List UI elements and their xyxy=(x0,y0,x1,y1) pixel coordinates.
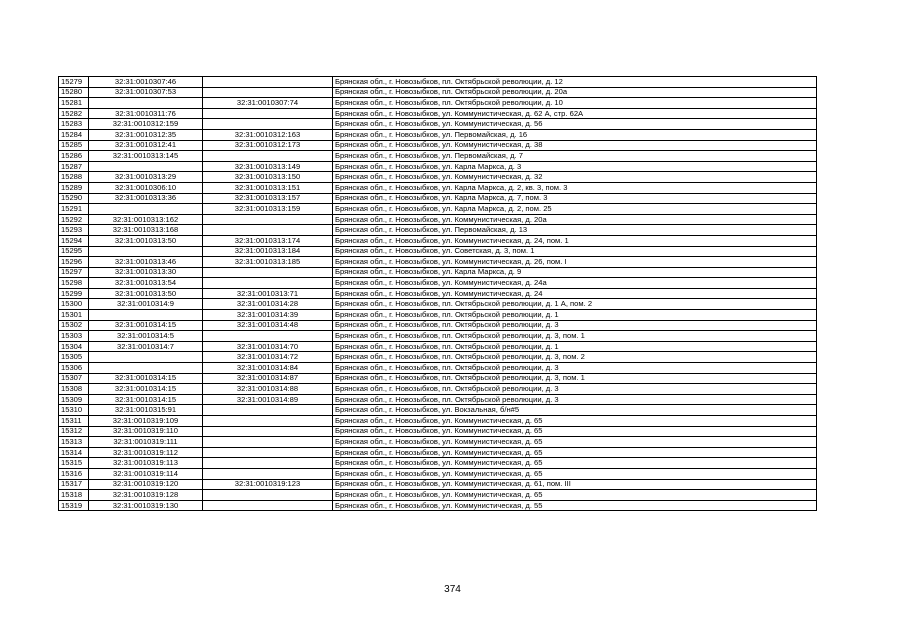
address-cell: Брянская обл., г. Новозыбков, пл. Октябрьской революции, д. 3 xyxy=(333,394,817,405)
related-cadastral-number-cell: 32:31:0010313:174 xyxy=(203,235,333,246)
address-cell: Брянская обл., г. Новозыбков, пл. Октябрьской революции, д. 1 А, пом. 2 xyxy=(333,299,817,310)
address-cell: Брянская обл., г. Новозыбков, пл. Октябрьской революции, д. 3 xyxy=(333,363,817,374)
registry-table xyxy=(58,76,817,511)
table-row xyxy=(59,77,817,88)
cadastral-number-cell: 32:31:0010313:168 xyxy=(89,225,203,236)
address-cell: Брянская обл., г. Новозыбков, пл. Октябрьской революции, д. 3, пом. 1 xyxy=(333,373,817,384)
related-cadastral-number-cell: 32:31:0010313:157 xyxy=(203,193,333,204)
cadastral-number-cell xyxy=(89,310,203,321)
address-cell: Брянская обл., г. Новозыбков, пл. Октябрьской революции, д. 10 xyxy=(333,98,817,109)
table-row xyxy=(59,129,817,140)
related-cadastral-number-cell: 32:31:0010314:48 xyxy=(203,320,333,331)
related-cadastral-number-cell xyxy=(203,468,333,479)
related-cadastral-number-cell xyxy=(203,447,333,458)
cadastral-number-cell: 32:31:0010313:30 xyxy=(89,267,203,278)
row-number-cell: 15297 xyxy=(59,267,89,278)
cadastral-number-cell xyxy=(89,246,203,257)
address-cell: Брянская обл., г. Новозыбков, ул. Коммунистическая, д. 65 xyxy=(333,416,817,427)
related-cadastral-number-cell xyxy=(203,426,333,437)
row-number-cell: 15298 xyxy=(59,278,89,289)
address-cell: Брянская обл., г. Новозыбков, пл. Октябрьской революции, д. 3 xyxy=(333,320,817,331)
row-number-cell: 15280 xyxy=(59,87,89,98)
row-number-cell: 15281 xyxy=(59,98,89,109)
table-row xyxy=(59,437,817,448)
cadastral-number-cell: 32:31:0010314:5 xyxy=(89,331,203,342)
cadastral-number-cell: 32:31:0010314:15 xyxy=(89,320,203,331)
related-cadastral-number-cell xyxy=(203,108,333,119)
row-number-cell: 15312 xyxy=(59,426,89,437)
row-number-cell: 15291 xyxy=(59,204,89,215)
row-number-cell: 15295 xyxy=(59,246,89,257)
related-cadastral-number-cell: 32:31:0010313:150 xyxy=(203,172,333,183)
address-cell: Брянская обл., г. Новозыбков, ул. Коммунистическая, д. 65 xyxy=(333,458,817,469)
related-cadastral-number-cell xyxy=(203,151,333,162)
address-cell: Брянская обл., г. Новозыбков, ул. Карла Маркса, д. 3 xyxy=(333,161,817,172)
address-cell: Брянская обл., г. Новозыбков, ул. Коммунистическая, д. 62 А, стр. 62А xyxy=(333,108,817,119)
table-row xyxy=(59,458,817,469)
cadastral-number-cell: 32:31:0010312:35 xyxy=(89,129,203,140)
address-cell: Брянская обл., г. Новозыбков, ул. Коммунистическая, д. 26, пом. I xyxy=(333,257,817,268)
related-cadastral-number-cell: 32:31:0010307:74 xyxy=(203,98,333,109)
row-number-cell: 15289 xyxy=(59,182,89,193)
table-row xyxy=(59,246,817,257)
table-row xyxy=(59,161,817,172)
row-number-cell: 15290 xyxy=(59,193,89,204)
cadastral-number-cell: 32:31:0010313:46 xyxy=(89,257,203,268)
table-row xyxy=(59,267,817,278)
table-row xyxy=(59,341,817,352)
address-cell: Брянская обл., г. Новозыбков, ул. Коммунистическая, д. 32 xyxy=(333,172,817,183)
address-cell: Брянская обл., г. Новозыбков, ул. Коммунистическая, д. 65 xyxy=(333,447,817,458)
row-number-cell: 15283 xyxy=(59,119,89,130)
row-number-cell: 15314 xyxy=(59,447,89,458)
address-cell: Брянская обл., г. Новозыбков, ул. Коммунистическая, д. 61, пом. III xyxy=(333,479,817,490)
address-cell: Брянская обл., г. Новозыбков, пл. Октябрьской революции, д. 3, пом. 1 xyxy=(333,331,817,342)
table-row xyxy=(59,405,817,416)
cadastral-number-cell: 32:31:0010314:15 xyxy=(89,373,203,384)
cadastral-number-cell xyxy=(89,161,203,172)
address-cell: Брянская обл., г. Новозыбков, ул. Коммунистическая, д. 65 xyxy=(333,468,817,479)
cadastral-number-cell: 32:31:0010311:76 xyxy=(89,108,203,119)
row-number-cell: 15286 xyxy=(59,151,89,162)
row-number-cell: 15296 xyxy=(59,257,89,268)
address-cell: Брянская обл., г. Новозыбков, пл. Октябрьской революции, д. 1 xyxy=(333,341,817,352)
cadastral-number-cell: 32:31:0010319:109 xyxy=(89,416,203,427)
table-row xyxy=(59,363,817,374)
cadastral-number-cell: 32:31:0010319:128 xyxy=(89,490,203,501)
cadastral-number-cell: 32:31:0010314:15 xyxy=(89,384,203,395)
address-cell: Брянская обл., г. Новозыбков, ул. Коммунистическая, д. 38 xyxy=(333,140,817,151)
address-cell: Брянская обл., г. Новозыбков, ул. Коммунистическая, д. 24, пом. 1 xyxy=(333,235,817,246)
related-cadastral-number-cell xyxy=(203,87,333,98)
table-row xyxy=(59,384,817,395)
row-number-cell: 15308 xyxy=(59,384,89,395)
table-row xyxy=(59,500,817,511)
row-number-cell: 15301 xyxy=(59,310,89,321)
cadastral-number-cell: 32:31:0010312:159 xyxy=(89,119,203,130)
related-cadastral-number-cell: 32:31:0010313:159 xyxy=(203,204,333,215)
table-row xyxy=(59,172,817,183)
related-cadastral-number-cell: 32:31:0010313:71 xyxy=(203,288,333,299)
related-cadastral-number-cell xyxy=(203,214,333,225)
cadastral-number-cell: 32:31:0010313:29 xyxy=(89,172,203,183)
address-cell: Брянская обл., г. Новозыбков, пл. Октябрьской революции, д. 20а xyxy=(333,87,817,98)
related-cadastral-number-cell xyxy=(203,437,333,448)
address-cell: Брянская обл., г. Новозыбков, ул. Коммунистическая, д. 24а xyxy=(333,278,817,289)
row-number-cell: 15282 xyxy=(59,108,89,119)
row-number-cell: 15316 xyxy=(59,468,89,479)
table-row xyxy=(59,257,817,268)
table-row xyxy=(59,468,817,479)
related-cadastral-number-cell xyxy=(203,77,333,88)
cadastral-number-cell xyxy=(89,98,203,109)
table-row xyxy=(59,225,817,236)
table-row xyxy=(59,426,817,437)
related-cadastral-number-cell: 32:31:0010314:84 xyxy=(203,363,333,374)
row-number-cell: 15285 xyxy=(59,140,89,151)
row-number-cell: 15300 xyxy=(59,299,89,310)
row-number-cell: 15303 xyxy=(59,331,89,342)
address-cell: Брянская обл., г. Новозыбков, ул. Карла Маркса, д. 2, кв. 3, пом. 3 xyxy=(333,182,817,193)
address-cell: Брянская обл., г. Новозыбков, пл. Октябрьской революции, д. 12 xyxy=(333,77,817,88)
cadastral-number-cell: 32:31:0010315:91 xyxy=(89,405,203,416)
table-row xyxy=(59,193,817,204)
table-row xyxy=(59,87,817,98)
related-cadastral-number-cell: 32:31:0010314:89 xyxy=(203,394,333,405)
table-row xyxy=(59,108,817,119)
row-number-cell: 15306 xyxy=(59,363,89,374)
cadastral-number-cell: 32:31:0010314:15 xyxy=(89,394,203,405)
row-number-cell: 15292 xyxy=(59,214,89,225)
related-cadastral-number-cell: 32:31:0010314:88 xyxy=(203,384,333,395)
related-cadastral-number-cell xyxy=(203,500,333,511)
row-number-cell: 15294 xyxy=(59,235,89,246)
row-number-cell: 15317 xyxy=(59,479,89,490)
row-number-cell: 15304 xyxy=(59,341,89,352)
table-row xyxy=(59,204,817,215)
row-number-cell: 15279 xyxy=(59,77,89,88)
cadastral-number-cell: 32:31:0010313:54 xyxy=(89,278,203,289)
table-row xyxy=(59,320,817,331)
address-cell: Брянская обл., г. Новозыбков, ул. Первомайская, д. 7 xyxy=(333,151,817,162)
row-number-cell: 15305 xyxy=(59,352,89,363)
related-cadastral-number-cell xyxy=(203,267,333,278)
related-cadastral-number-cell xyxy=(203,119,333,130)
table-row xyxy=(59,394,817,405)
related-cadastral-number-cell: 32:31:0010314:39 xyxy=(203,310,333,321)
registry-table-body xyxy=(59,77,817,511)
cadastral-number-cell: 32:31:0010313:50 xyxy=(89,288,203,299)
row-number-cell: 15302 xyxy=(59,320,89,331)
table-row xyxy=(59,278,817,289)
row-number-cell: 15299 xyxy=(59,288,89,299)
related-cadastral-number-cell xyxy=(203,225,333,236)
related-cadastral-number-cell xyxy=(203,331,333,342)
row-number-cell: 15311 xyxy=(59,416,89,427)
table-row xyxy=(59,447,817,458)
row-number-cell: 15313 xyxy=(59,437,89,448)
related-cadastral-number-cell xyxy=(203,405,333,416)
cadastral-number-cell: 32:31:0010319:110 xyxy=(89,426,203,437)
cadastral-number-cell xyxy=(89,204,203,215)
related-cadastral-number-cell: 32:31:0010313:184 xyxy=(203,246,333,257)
cadastral-number-cell: 32:31:0010313:162 xyxy=(89,214,203,225)
address-cell: Брянская обл., г. Новозыбков, пл. Октябрьской революции, д. 3, пом. 2 xyxy=(333,352,817,363)
cadastral-number-cell: 32:31:0010319:111 xyxy=(89,437,203,448)
row-number-cell: 15319 xyxy=(59,500,89,511)
address-cell: Брянская обл., г. Новозыбков, ул. Карла Маркса, д. 7, пом. 3 xyxy=(333,193,817,204)
address-cell: Брянская обл., г. Новозыбков, пл. Октябрьской революции, д. 3 xyxy=(333,384,817,395)
cadastral-number-cell xyxy=(89,363,203,374)
cadastral-number-cell: 32:31:0010312:41 xyxy=(89,140,203,151)
related-cadastral-number-cell: 32:31:0010313:185 xyxy=(203,257,333,268)
address-cell: Брянская обл., г. Новозыбков, ул. Вокзальная, б/н#5 xyxy=(333,405,817,416)
table-row xyxy=(59,373,817,384)
row-number-cell: 15310 xyxy=(59,405,89,416)
table-row xyxy=(59,151,817,162)
cadastral-number-cell: 32:31:0010306:10 xyxy=(89,182,203,193)
table-row xyxy=(59,352,817,363)
table-row xyxy=(59,288,817,299)
related-cadastral-number-cell xyxy=(203,458,333,469)
address-cell: Брянская обл., г. Новозыбков, ул. Коммунистическая, д. 24 xyxy=(333,288,817,299)
cadastral-number-cell: 32:31:0010319:130 xyxy=(89,500,203,511)
row-number-cell: 15309 xyxy=(59,394,89,405)
cadastral-number-cell: 32:31:0010313:145 xyxy=(89,151,203,162)
table-row xyxy=(59,140,817,151)
address-cell: Брянская обл., г. Новозыбков, пл. Октябрьской революции, д. 1 xyxy=(333,310,817,321)
row-number-cell: 15307 xyxy=(59,373,89,384)
cadastral-number-cell: 32:31:0010313:50 xyxy=(89,235,203,246)
cadastral-number-cell: 32:31:0010307:46 xyxy=(89,77,203,88)
row-number-cell: 15288 xyxy=(59,172,89,183)
table-row xyxy=(59,479,817,490)
related-cadastral-number-cell: 32:31:0010314:87 xyxy=(203,373,333,384)
related-cadastral-number-cell: 32:31:0010312:163 xyxy=(203,129,333,140)
table-row xyxy=(59,490,817,501)
row-number-cell: 15287 xyxy=(59,161,89,172)
cadastral-number-cell: 32:31:0010313:36 xyxy=(89,193,203,204)
page-number: 374 xyxy=(444,584,461,595)
table-row xyxy=(59,299,817,310)
table-row xyxy=(59,331,817,342)
related-cadastral-number-cell: 32:31:0010319:123 xyxy=(203,479,333,490)
address-cell: Брянская обл., г. Новозыбков, ул. Карла Маркса, д. 9 xyxy=(333,267,817,278)
related-cadastral-number-cell: 32:31:0010312:173 xyxy=(203,140,333,151)
address-cell: Брянская обл., г. Новозыбков, ул. Коммунистическая, д. 65 xyxy=(333,437,817,448)
table-row xyxy=(59,416,817,427)
table-row xyxy=(59,98,817,109)
row-number-cell: 15315 xyxy=(59,458,89,469)
cadastral-number-cell: 32:31:0010307:53 xyxy=(89,87,203,98)
related-cadastral-number-cell: 32:31:0010313:151 xyxy=(203,182,333,193)
related-cadastral-number-cell: 32:31:0010314:28 xyxy=(203,299,333,310)
related-cadastral-number-cell: 32:31:0010314:70 xyxy=(203,341,333,352)
cadastral-number-cell: 32:31:0010319:120 xyxy=(89,479,203,490)
address-cell: Брянская обл., г. Новозыбков, ул. Первомайская, д. 13 xyxy=(333,225,817,236)
address-cell: Брянская обл., г. Новозыбков, ул. Коммунистическая, д. 56 xyxy=(333,119,817,130)
related-cadastral-number-cell: 32:31:0010313:149 xyxy=(203,161,333,172)
table-row xyxy=(59,235,817,246)
cadastral-number-cell: 32:31:0010314:7 xyxy=(89,341,203,352)
address-cell: Брянская обл., г. Новозыбков, ул. Коммунистическая, д. 20а xyxy=(333,214,817,225)
cadastral-number-cell xyxy=(89,352,203,363)
row-number-cell: 15318 xyxy=(59,490,89,501)
related-cadastral-number-cell xyxy=(203,490,333,501)
address-cell: Брянская обл., г. Новозыбков, ул. Первомайская, д. 16 xyxy=(333,129,817,140)
row-number-cell: 15293 xyxy=(59,225,89,236)
address-cell: Брянская обл., г. Новозыбков, ул. Коммунистическая, д. 55 xyxy=(333,500,817,511)
related-cadastral-number-cell xyxy=(203,416,333,427)
table-row xyxy=(59,310,817,321)
cadastral-number-cell: 32:31:0010319:113 xyxy=(89,458,203,469)
cadastral-number-cell: 32:31:0010314:9 xyxy=(89,299,203,310)
related-cadastral-number-cell xyxy=(203,278,333,289)
cadastral-number-cell: 32:31:0010319:114 xyxy=(89,468,203,479)
related-cadastral-number-cell: 32:31:0010314:72 xyxy=(203,352,333,363)
row-number-cell: 15284 xyxy=(59,129,89,140)
cadastral-number-cell: 32:31:0010319:112 xyxy=(89,447,203,458)
table-row xyxy=(59,182,817,193)
table-row xyxy=(59,214,817,225)
address-cell: Брянская обл., г. Новозыбков, ул. Коммунистическая, д. 65 xyxy=(333,426,817,437)
address-cell: Брянская обл., г. Новозыбков, ул. Карла Маркса, д. 2, пом. 25 xyxy=(333,204,817,215)
address-cell: Брянская обл., г. Новозыбков, ул. Коммунистическая, д. 65 xyxy=(333,490,817,501)
address-cell: Брянская обл., г. Новозыбков, ул. Советская, д. 3, пом. 1 xyxy=(333,246,817,257)
table-row xyxy=(59,119,817,130)
